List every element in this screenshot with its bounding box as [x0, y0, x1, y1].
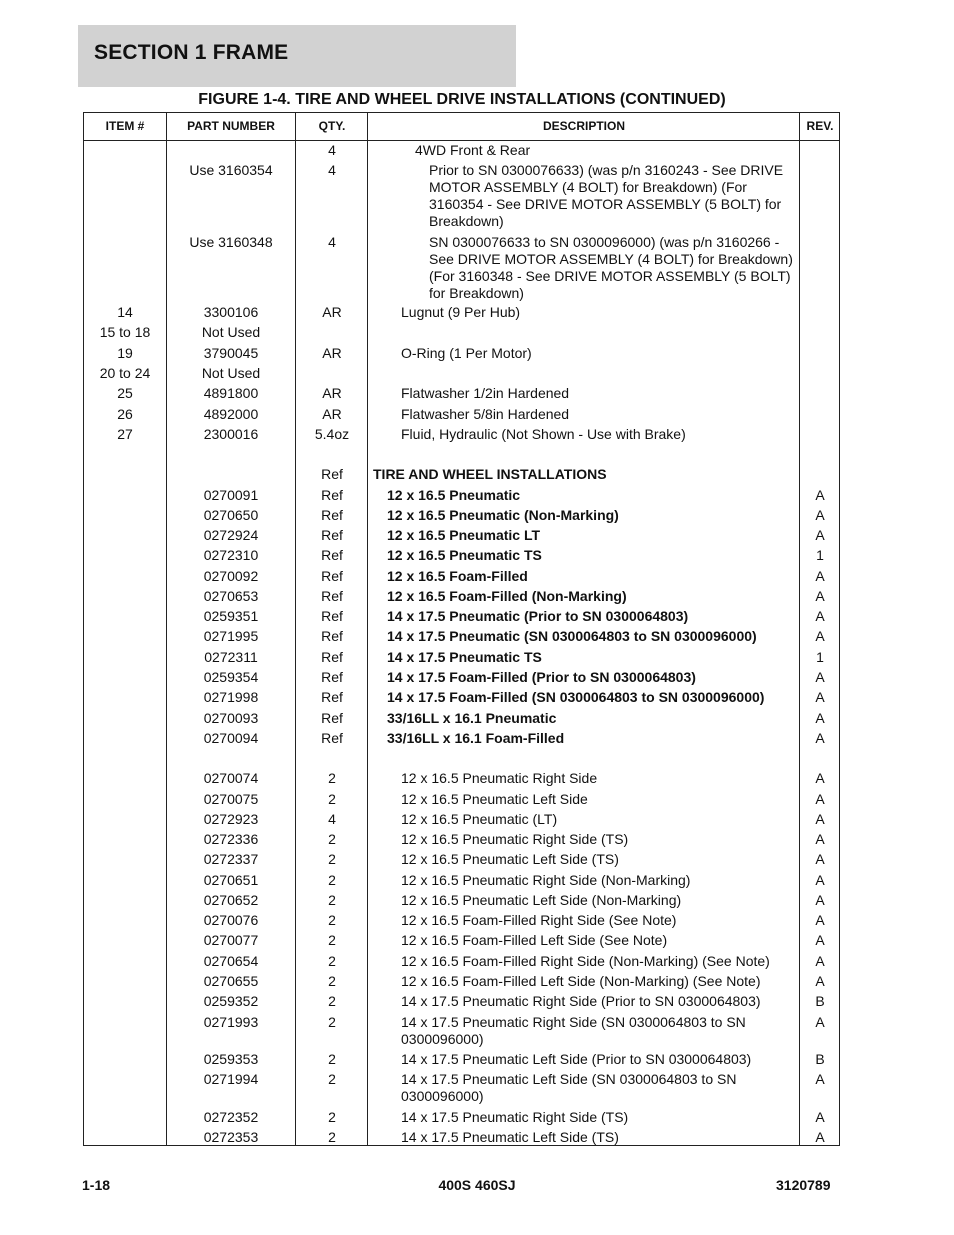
description-cell: 12 x 16.5 Pneumatic (Non-Marking) [387, 507, 619, 523]
qty-cell: 2 [328, 1051, 336, 1067]
part-number-cell: 4892000 [203, 406, 259, 422]
part-number-cell: 0270654 [203, 953, 259, 969]
description-cell: Lugnut (9 Per Hub) [401, 304, 521, 320]
part-number-cell: 0272311 [204, 649, 258, 665]
header-part-number: PART NUMBER [187, 119, 275, 133]
item-cell: 14 [117, 304, 133, 320]
rev-cell: A [815, 588, 825, 604]
description-cell: 14 x 17.5 Pneumatic Left Side (Prior to SN 0300064803) [401, 1051, 752, 1067]
qty-cell: Ref [321, 689, 343, 705]
description-cell: 14 x 17.5 Pneumatic (SN 0300064803 to SN 0300096000) [387, 628, 757, 644]
parts-table [83, 112, 840, 1146]
description-cell: Prior to SN 0300076633) (was p/n 3160243 - See DRIVE MOTOR ASSEMBLY (4 BOLT) for Breakdown) (For 3160354 - See DRIVE MOTOR ASSEMBLY (5 BOLT) for Breakdown) [429, 162, 784, 229]
part-number-cell: 0270651 [203, 872, 259, 888]
description-cell: SN 0300076633 to SN 0300096000) (was p/n 3160266 - See DRIVE MOTOR ASSEMBLY (4 BOLT) for Breakdown) (For 3160348 - See DRIVE MOTOR ASSEMBLY (5 BOLT) for Breakdown) [429, 234, 793, 301]
description-cell: 12 x 16.5 Foam-Filled Right Side (See Note) [401, 912, 677, 928]
qty-cell: Ref [321, 649, 343, 665]
description-cell: 12 x 16.5 Pneumatic Right Side (Non-Marking) [401, 872, 691, 888]
rev-cell: A [815, 1071, 825, 1087]
qty-cell: Ref [321, 527, 343, 543]
header-rev: REV. [806, 119, 834, 133]
description-cell: O-Ring (1 Per Motor) [401, 345, 532, 361]
description-cell: 14 x 17.5 Pneumatic TS [387, 649, 542, 665]
rev-cell: A [815, 973, 825, 989]
qty-cell: Ref [321, 710, 343, 726]
section-title: SECTION 1 FRAME [94, 41, 289, 64]
part-number-cell: 0271993 [203, 1014, 259, 1030]
qty-cell: Ref [321, 487, 343, 503]
part-number-cell: 2300016 [203, 426, 259, 442]
description-cell: 12 x 16.5 Foam-Filled Right Side (Non-Marking) (See Note) [401, 953, 770, 969]
qty-cell: AR [322, 304, 342, 320]
part-number-cell: Use 3160348 [189, 234, 273, 250]
item-cell: 20 to 24 [99, 365, 151, 381]
header-qty: QTY. [318, 119, 346, 133]
qty-cell: 2 [328, 932, 336, 948]
part-number-cell: 0270094 [203, 730, 259, 746]
description-cell: 12 x 16.5 Pneumatic Right Side [401, 770, 598, 786]
description-cell: 12 x 16.5 Foam-Filled (Non-Marking) [387, 588, 627, 604]
qty-cell: 2 [328, 1129, 336, 1145]
qty-cell: Ref [321, 588, 343, 604]
part-number-cell: Not Used [201, 324, 261, 340]
rev-cell: A [815, 669, 825, 685]
description-cell: 12 x 16.5 Foam-Filled [387, 568, 528, 584]
qty-cell: 2 [328, 831, 336, 847]
description-cell: 14 x 17.5 Pneumatic Right Side (TS) [401, 1109, 629, 1125]
qty-cell: 4 [328, 142, 336, 158]
description-cell: 4WD Front & Rear [415, 142, 531, 158]
rev-cell: A [815, 791, 825, 807]
part-number-cell: 0270092 [203, 568, 259, 584]
rev-cell: A [815, 628, 825, 644]
rev-cell: 1 [816, 649, 824, 665]
part-number-cell: 0270074 [203, 770, 259, 786]
description-cell: 12 x 16.5 Pneumatic Left Side (Non-Marking) [401, 892, 682, 908]
rev-cell: A [815, 689, 825, 705]
description-cell: 14 x 17.5 Pneumatic Left Side (TS) [401, 1129, 619, 1145]
qty-cell: 2 [328, 770, 336, 786]
rev-cell: A [815, 770, 825, 786]
part-number-cell: 0272337 [203, 851, 259, 867]
qty-cell: 2 [328, 953, 336, 969]
qty-cell: 2 [328, 973, 336, 989]
rev-cell: A [815, 872, 825, 888]
qty-cell: 2 [328, 892, 336, 908]
rev-cell: B [815, 1051, 825, 1067]
qty-cell: 2 [328, 912, 336, 928]
rev-cell: A [815, 507, 825, 523]
description-cell: 14 x 17.5 Foam-Filled (SN 0300064803 to SN 0300096000) [387, 689, 765, 705]
rev-cell: A [815, 1109, 825, 1125]
rev-cell: A [815, 1129, 825, 1145]
header-description: DESCRIPTION [542, 119, 625, 133]
rev-cell: A [815, 730, 825, 746]
part-number-cell: 0271998 [203, 689, 259, 705]
rev-cell: A [815, 851, 825, 867]
rev-cell: A [815, 608, 825, 624]
description-cell: 12 x 16.5 Pneumatic Left Side (TS) [401, 851, 619, 867]
rev-cell: B [815, 993, 825, 1009]
rev-cell: A [815, 953, 825, 969]
rev-cell: A [815, 912, 825, 928]
qty-cell: Ref [321, 568, 343, 584]
description-cell: Flatwasher 1/2in Hardened [401, 385, 570, 401]
description-cell: 12 x 16.5 Pneumatic LT [387, 527, 541, 543]
qty-cell: 4 [328, 811, 336, 827]
part-number-cell: Use 3160354 [189, 162, 273, 178]
part-number-cell: 0272336 [203, 831, 259, 847]
qty-cell: 4 [328, 162, 336, 178]
part-number-cell: 0270091 [203, 487, 259, 503]
description-cell: 14 x 17.5 Pneumatic Left Side (SN 0300064803 to SN 0300096000) [401, 1071, 737, 1104]
description-cell: Flatwasher 5/8in Hardened [401, 406, 570, 422]
description-cell: 14 x 17.5 Pneumatic Right Side (Prior to SN 0300064803) [401, 993, 761, 1009]
part-number-cell: 0270076 [203, 912, 259, 928]
description-cell: 14 x 17.5 Pneumatic Right Side (SN 0300064803 to SN 0300096000) [401, 1014, 746, 1047]
qty-cell: AR [322, 385, 342, 401]
qty-cell: 2 [328, 1071, 336, 1087]
qty-cell: 2 [328, 791, 336, 807]
description-cell: 12 x 16.5 Foam-Filled Left Side (Non-Marking) (See Note) [401, 973, 761, 989]
model-name: 400S 460SJ [438, 1177, 516, 1193]
description-cell: 12 x 16.5 Foam-Filled Left Side (See Note) [401, 932, 668, 948]
description-cell: 12 x 16.5 Pneumatic Right Side (TS) [401, 831, 629, 847]
description-cell: TIRE AND WHEEL INSTALLATIONS [373, 466, 607, 482]
part-number-cell: 3300106 [203, 304, 259, 320]
part-number-cell: 0271995 [203, 628, 259, 644]
qty-cell: 2 [328, 1014, 336, 1030]
qty-cell: Ref [321, 730, 343, 746]
rev-cell: A [815, 892, 825, 908]
part-number-cell: 0270655 [203, 973, 259, 989]
item-cell: 15 to 18 [99, 324, 151, 340]
description-cell: 12 x 16.5 Pneumatic Left Side [401, 791, 588, 807]
part-number-cell: 0272353 [203, 1129, 259, 1145]
description-cell: 33/16LL x 16.1 Foam-Filled [387, 730, 565, 746]
part-number-cell: 0259353 [203, 1051, 259, 1067]
part-number-cell: 0270653 [203, 588, 259, 604]
rev-cell: A [815, 932, 825, 948]
item-cell: 27 [117, 426, 133, 442]
header-item: ITEM # [105, 119, 145, 133]
table-header [84, 113, 839, 141]
description-cell: 14 x 17.5 Foam-Filled (Prior to SN 0300064803) [387, 669, 696, 685]
part-number-cell: 0272352 [203, 1109, 259, 1125]
qty-cell: 2 [328, 1109, 336, 1125]
rev-cell: A [815, 1014, 825, 1030]
part-number-cell: 0270075 [203, 791, 259, 807]
part-number-cell: 0271994 [203, 1071, 259, 1087]
description-cell: 14 x 17.5 Pneumatic (Prior to SN 0300064803) [387, 608, 689, 624]
page-number: 1-18 [82, 1177, 111, 1193]
qty-cell: 5.4oz [314, 426, 350, 442]
part-number-cell: 0259351 [203, 608, 259, 624]
part-number-cell: 0259354 [203, 669, 259, 685]
part-number-cell: 0272923 [203, 811, 259, 827]
part-number-cell: 3790045 [203, 345, 259, 361]
description-cell: 12 x 16.5 Pneumatic (LT) [401, 811, 558, 827]
part-number-cell: 0272310 [203, 547, 259, 563]
description-cell: Fluid, Hydraulic (Not Shown - Use with Brake) [401, 426, 686, 442]
part-number-cell: 0270652 [203, 892, 259, 908]
qty-cell: Ref [321, 628, 343, 644]
item-cell: 25 [117, 385, 133, 401]
rev-cell: A [815, 568, 825, 584]
qty-cell: Ref [321, 547, 343, 563]
qty-cell: Ref [321, 466, 343, 482]
rev-cell: A [815, 811, 825, 827]
qty-cell: Ref [321, 608, 343, 624]
qty-cell: 2 [328, 851, 336, 867]
part-number-cell: 0270650 [203, 507, 259, 523]
qty-cell: 2 [328, 993, 336, 1009]
item-cell: 19 [117, 345, 133, 361]
qty-cell: AR [322, 406, 342, 422]
description-cell: 33/16LL x 16.1 Pneumatic [387, 710, 557, 726]
qty-cell: 2 [328, 872, 336, 888]
qty-cell: Ref [321, 669, 343, 685]
figure-title: FIGURE 1-4. TIRE AND WHEEL DRIVE INSTALLATIONS (CONTINUED) [198, 91, 726, 108]
description-cell: 12 x 16.5 Pneumatic [387, 487, 521, 503]
rev-cell: A [815, 487, 825, 503]
qty-cell: AR [322, 345, 342, 361]
part-number-cell: 4891800 [203, 385, 259, 401]
document-number: 3120789 [776, 1177, 831, 1193]
rev-cell: A [815, 831, 825, 847]
rev-cell: A [815, 710, 825, 726]
rev-cell: 1 [816, 547, 824, 563]
qty-cell: Ref [321, 507, 343, 523]
part-number-cell: 0272924 [203, 527, 259, 543]
part-number-cell: 0259352 [203, 993, 259, 1009]
qty-cell: 4 [328, 234, 336, 250]
part-number-cell: 0270077 [203, 932, 259, 948]
part-number-cell: 0270093 [203, 710, 259, 726]
rev-cell: A [815, 527, 825, 543]
section-banner [78, 25, 516, 87]
item-cell: 26 [117, 406, 133, 422]
description-cell: 12 x 16.5 Pneumatic TS [387, 547, 542, 563]
part-number-cell: Not Used [201, 365, 261, 381]
